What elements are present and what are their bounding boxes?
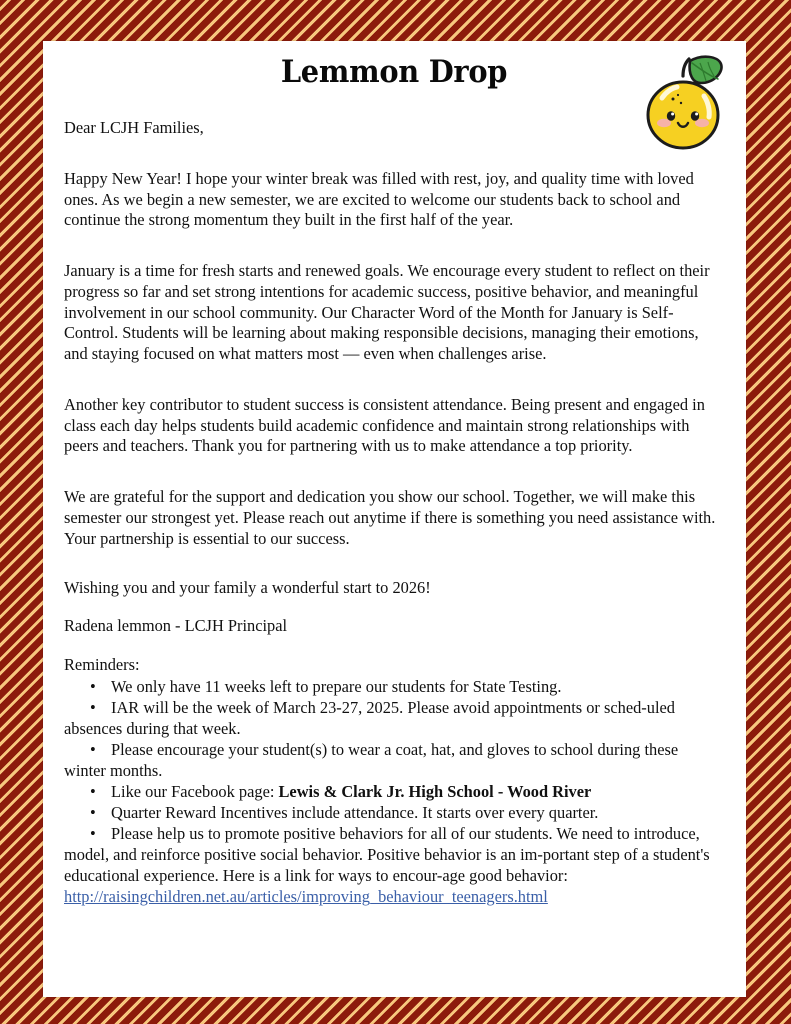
- list-item: [64, 740, 724, 782]
- reminders-list: [64, 677, 724, 908]
- paragraph-3: Another key contributor to student success is consistent attendance. Being present and engaged in class each day helps students build academic confidence and maintain strong relationships with peers and teachers. Thank you for partnering with us to make attendance a top priority.: [64, 394, 705, 456]
- paragraph-4: We are grateful for the support and dedication you show our school. Together, we will make this semester our strongest yet. Please reach out anytime if there is something you need assistance with. Your partnership is essential to our success.: [64, 487, 716, 548]
- page-title: Lemmon Drop: [280, 54, 508, 90]
- reminder-text-4: [64, 782, 724, 803]
- bullet-icon: •: [90, 739, 96, 759]
- list-item: [64, 824, 724, 907]
- salutation: Dear LCJH Families,: [64, 118, 204, 137]
- signature: Radena lemmon - LCJH Principal: [64, 616, 288, 635]
- kawaii-lemon-icon: [638, 50, 730, 152]
- reminders-section: [64, 655, 724, 908]
- bullet-icon: •: [90, 781, 96, 801]
- positive-behavior-text: Please help us to promote positive behaviors for all of our students. We need to introduce, model, and reinforce positive social behavior. Positive behavior is an im-portant step of a student's educational experience. Here is a link for ways to encour-age good behavior:: [64, 824, 710, 885]
- facebook-page-name: Lewis & Clark Jr. High School - Wood River: [278, 781, 592, 801]
- reminder-text-1: We only have 11 weeks left to prepare our students for State Testing.: [111, 676, 562, 696]
- bullet-icon: •: [90, 676, 96, 696]
- list-item: [64, 677, 724, 698]
- list-item: [64, 698, 724, 740]
- list-item: [64, 782, 724, 803]
- reminder-text-5: Quarter Reward Incentives include attendance. It starts over every quarter.: [111, 803, 599, 822]
- closing-line: Wishing you and your family a wonderful start to 2026!: [64, 578, 431, 598]
- bullet-icon: •: [90, 803, 96, 822]
- reminder-text-2: IAR will be the week of March 23-27, 2025. Please avoid appointments or sched-uled absences during that week.: [64, 697, 675, 738]
- paragraph-2: January is a time for fresh starts and renewed goals. We encourage every student to reflect on their progress so far and set strong intentions for academic success, positive behavior, and meaningful involvement in our school community. Our Character Word of the Month for January is Self-Control. Students will be learning about making responsible decisions, managing their emotions, and staying focused on what matters most — even when challenges arise.: [64, 261, 710, 363]
- list-item: [64, 803, 724, 824]
- newsletter-header: [64, 41, 724, 117]
- facebook-label: Like our Facebook page:: [111, 781, 279, 801]
- bullet-icon: •: [90, 697, 96, 717]
- behavior-resource-link[interactable]: http://raisingchildren.net.au/articles/improving_behaviour_teenagers.html: [64, 886, 548, 906]
- reminder-text-3: Please encourage your student(s) to wear a coat, hat, and gloves to school during these winter months.: [64, 739, 679, 780]
- paragraph-1: Happy New Year! I hope your winter break was filled with rest, joy, and quality time with loved ones. As we begin a new semester, we are excited to welcome our students back to school and continue the strong momentum they built in the first half of the year.: [64, 168, 694, 230]
- bullet-icon: •: [90, 824, 96, 844]
- reminders-heading: Reminders:: [64, 654, 140, 674]
- reminder-text-6: [64, 824, 724, 907]
- newsletter-page: [43, 41, 746, 997]
